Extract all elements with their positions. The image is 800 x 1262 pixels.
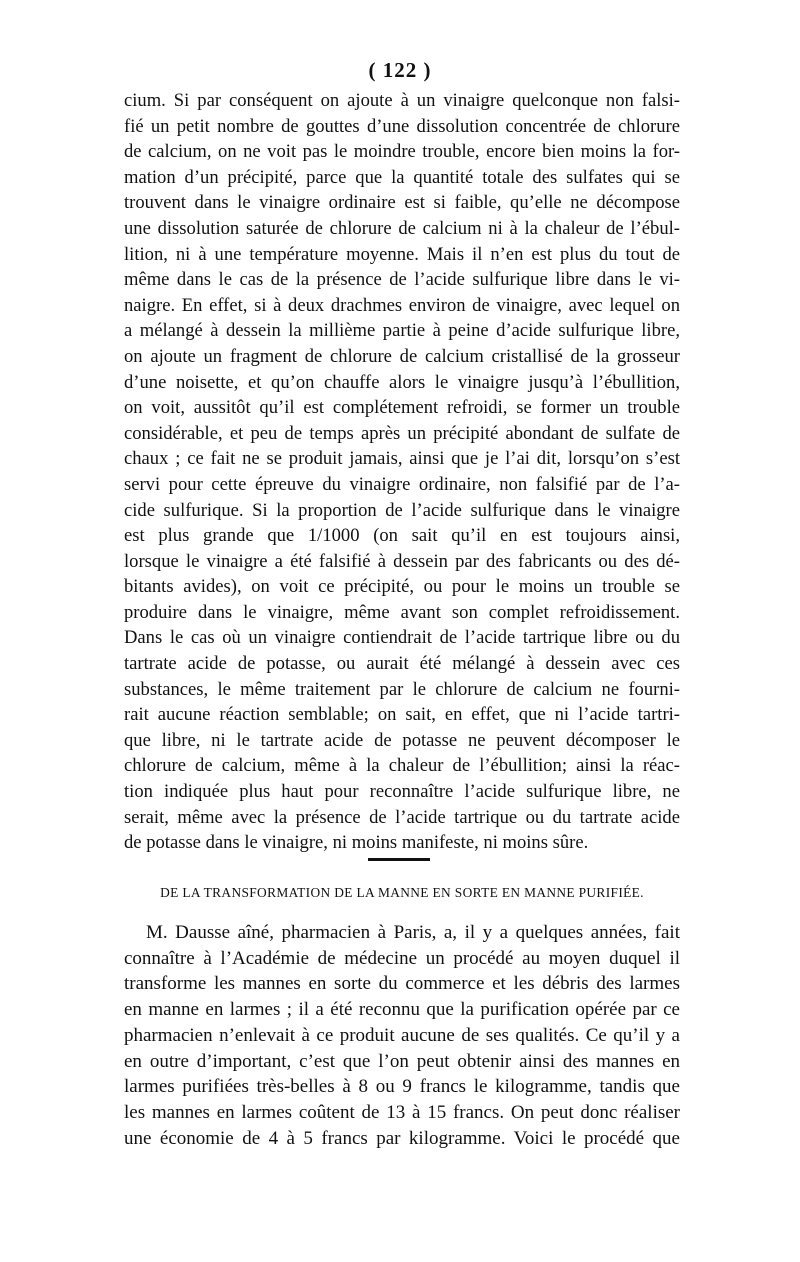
text-line: tion indiquée plus haut pour reconnaître l’acide sulfurique libre, ne: [124, 781, 680, 803]
text-line: que libre, ni le tartrate acide de potasse ne peuvent décomposer le: [124, 729, 680, 751]
text-line: de calcium, on ne voit pas le moindre trouble, encore bien moins la for-: [124, 141, 680, 163]
text-line: chaux ; ce fait ne se produit jamais, ainsi que je l’ai dit, lorsqu’on s’est: [124, 448, 680, 470]
text-line: on voit, aussitôt qu’il est complétement refroidi, se former un trouble: [124, 397, 680, 419]
text-line: une dissolution saturée de chlorure de calcium ni à la chaleur de l’ébul-: [124, 217, 680, 239]
text-line: d’une noisette, et qu’on chauffe alors le vinaigre jusqu’à l’ébullition,: [124, 371, 680, 393]
text-line: larmes purifiées très-belles à 8 ou 9 francs le kilogramme, tandis que: [124, 1076, 680, 1098]
text-line: lorsque le vinaigre a été falsifié à dessein par des fabricants ou des dé-: [124, 550, 680, 572]
text-line: serait, même avec la présence de l’acide tartrique ou du tartrate acide: [124, 806, 680, 828]
text-line: on ajoute un fragment de chlorure de calcium cristallisé de la grosseur: [124, 345, 680, 367]
text-line: trouvent dans le vinaigre ordinaire est si faible, qu’elle ne décompose: [124, 192, 680, 214]
text-line: en manne en larmes ; il a été reconnu que la purification opérée par ce: [124, 999, 680, 1021]
text-line: chlorure de calcium, même à la chaleur de l’ébullition; ainsi la réac-: [124, 755, 680, 777]
text-line: cium. Si par conséquent on ajoute à un vinaigre quelconque non falsi-: [124, 90, 680, 111]
text-line: même dans le cas de la présence de l’acide sulfurique libre dans le vi-: [124, 269, 680, 291]
text-line: tartrate acide de potasse, ou aurait été mélangé à dessein avec ces: [124, 653, 680, 675]
paragraph-vinegar-test: [124, 88, 680, 856]
text-line: connaître à l’Académie de médecine un procédé au moyen duquel il: [124, 947, 680, 969]
text-line: naigre. En effet, si à deux drachmes environ de vinaigre, avec lequel on: [124, 294, 680, 316]
section-heading: DE LA TRANSFORMATION DE LA MANNE EN SORTE EN MANNE PURIFIÉE.: [160, 885, 644, 900]
page-number: ( 122 ): [368, 58, 432, 82]
paragraph-manna-purification: [124, 920, 680, 1151]
text-line: produire dans le vinaigre, même avant son complet refroidissement.: [124, 601, 680, 623]
section-divider-rule: [368, 858, 430, 861]
text-line: les mannes en larmes coûtent de 13 à 15 francs. On peut donc réaliser: [124, 1101, 680, 1123]
text-line: une économie de 4 à 5 francs par kilogramme. Voici le procédé que: [124, 1127, 680, 1149]
text-line: en outre d’important, c’est que l’on peut obtenir ainsi des mannes en: [124, 1050, 680, 1072]
text-line-first: M. Dausse aîné, pharmacien à Paris, a, il y a quelques années, fait: [146, 922, 680, 943]
text-line: Dans le cas où un vinaigre contiendrait de l’acide tartrique libre ou du: [124, 627, 680, 649]
text-line: considérable, et peu de temps après un précipité abondant de sulfate de: [124, 422, 680, 444]
text-line: cide sulfurique. Si la proportion de l’acide sulfurique dans le vinaigre: [124, 499, 680, 521]
text-line: a mélangé à dessein la millième partie à peine d’acide sulfurique libre,: [124, 320, 680, 342]
text-line: fié un petit nombre de gouttes d’une dissolution concentrée de chlorure: [124, 115, 680, 137]
text-line: est plus grande que 1/1000 (on sait qu’il en est toujours ainsi,: [124, 525, 680, 547]
text-line: mation d’un précipité, parce que la quantité totale des sulfates qui se: [124, 166, 680, 188]
text-line: bitants avides), on voit ce précipité, ou pour le moins un trouble se: [124, 576, 680, 598]
text-line: lition, ni à une température moyenne. Mais il n’en est plus du tout de: [124, 243, 680, 265]
text-line: rait aucune réaction semblable; on sait, en effet, que ni l’acide tartri-: [124, 704, 680, 726]
text-line-last: de potasse dans le vinaigre, ni moins manifeste, ni moins sûre.: [124, 832, 589, 854]
text-line: servi pour cette épreuve du vinaigre ordinaire, non falsifié par de l’a-: [124, 473, 680, 495]
text-line: transforme les mannes en sorte du commerce et les débris des larmes: [124, 973, 680, 995]
text-line: pharmacien n’enlevait à ce produit aucune de ses qualités. Ce qu’il y a: [124, 1024, 680, 1046]
text-line: substances, le même traitement par le chlorure de calcium ne fourni-: [124, 678, 680, 700]
